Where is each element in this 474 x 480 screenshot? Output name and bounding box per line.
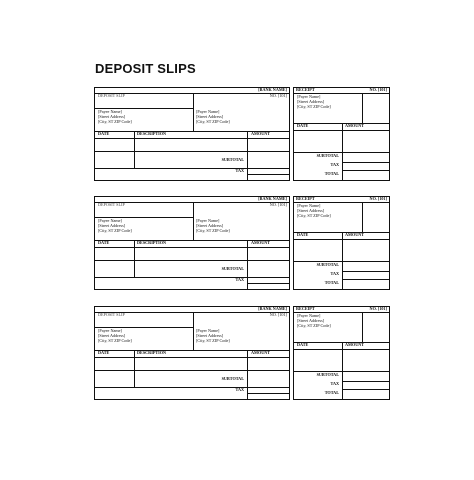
page-title: DEPOSIT SLIPS [95,61,196,76]
payee-city: [City, ST ZIP Code] [98,228,132,233]
payee-city: [City, ST ZIP Code] [98,338,132,343]
receipt-total-label: TOTAL [324,171,339,176]
receipt-number: NO. [101] [369,306,387,311]
receipt-column-date: DATE [297,342,309,347]
column-date: DATE [98,350,110,355]
payer-street: [Street Address] [196,114,224,119]
receipt [293,306,390,400]
slip-number: NO. [101] [269,202,287,207]
slip-number: NO. [101] [269,93,287,98]
bank-name: [BANK NAME] [258,196,287,201]
receipt-label: RECEIPT [296,306,315,311]
slip-number: NO. [101] [269,312,287,317]
payee-street: [Street Address] [98,114,126,119]
payee-name: [Payee Name] [98,218,122,223]
payee-city: [City, ST ZIP Code] [98,119,132,124]
payer-name: [Payer Name] [196,328,220,333]
receipt-column-date: DATE [297,123,309,128]
payer-street: [Street Address] [196,223,224,228]
deposit-slip [94,87,290,181]
receipt [293,196,390,290]
receipt-payer-name: [Payer Name] [297,313,321,318]
payer-city: [City, ST ZIP Code] [196,119,230,124]
subtotal-label: SUBTOTAL [221,266,244,271]
payer-street: [Street Address] [196,333,224,338]
receipt-subtotal-label: SUBTOTAL [316,153,339,158]
subtotal-label: SUBTOTAL [221,157,244,162]
deposit-slip-label: DEPOSIT SLIP [98,202,125,207]
payer-city: [City, ST ZIP Code] [196,228,230,233]
receipt-column-amount: AMOUNT [345,342,365,347]
deposit-slip-label: DEPOSIT SLIP [98,312,125,317]
column-date: DATE [98,131,110,136]
tax-label: TAX [235,277,244,282]
payer-name: [Payer Name] [196,218,220,223]
payer-name: [Payer Name] [196,109,220,114]
payer-city: [City, ST ZIP Code] [196,338,230,343]
receipt-tax-label: TAX [330,162,339,167]
payee-name: [Payee Name] [98,328,122,333]
deposit-slip [94,196,290,290]
bank-name: [BANK NAME] [258,87,287,92]
payee-street: [Street Address] [98,333,126,338]
receipt-subtotal-label: SUBTOTAL [316,372,339,377]
payee-name: [Payee Name] [98,109,122,114]
column-description: DESCRIPTION [137,240,167,245]
tax-label: TAX [235,387,244,392]
receipt-tax-label: TAX [330,381,339,386]
receipt-total-label: TOTAL [324,280,339,285]
receipt-payer-city: [City, ST ZIP Code] [297,104,331,109]
column-date: DATE [98,240,110,245]
receipt-payer-city: [City, ST ZIP Code] [297,323,331,328]
receipt-column-amount: AMOUNT [345,123,365,128]
deposit-slip-label: DEPOSIT SLIP [98,93,125,98]
receipt-payer-city: [City, ST ZIP Code] [297,213,331,218]
receipt-column-date: DATE [297,232,309,237]
receipt-label: RECEIPT [296,87,315,92]
receipt-number: NO. [101] [369,87,387,92]
receipt-total-label: TOTAL [324,390,339,395]
receipt-payer-street: [Street Address] [297,99,325,104]
receipt-payer-street: [Street Address] [297,208,325,213]
payee-street: [Street Address] [98,223,126,228]
receipt-subtotal-label: SUBTOTAL [316,262,339,267]
receipt-payer-street: [Street Address] [297,318,325,323]
tax-label: TAX [235,168,244,173]
column-description: DESCRIPTION [137,350,167,355]
receipt [293,87,390,181]
receipt-payer-name: [Payer Name] [297,203,321,208]
receipt-tax-label: TAX [330,271,339,276]
column-amount: AMOUNT [251,350,271,355]
column-description: DESCRIPTION [137,131,167,136]
column-amount: AMOUNT [251,131,271,136]
column-amount: AMOUNT [251,240,271,245]
receipt-label: RECEIPT [296,196,315,201]
bank-name: [BANK NAME] [258,306,287,311]
subtotal-label: SUBTOTAL [221,376,244,381]
receipt-number: NO. [101] [369,196,387,201]
deposit-slip [94,306,290,400]
receipt-column-amount: AMOUNT [345,232,365,237]
receipt-payer-name: [Payer Name] [297,94,321,99]
